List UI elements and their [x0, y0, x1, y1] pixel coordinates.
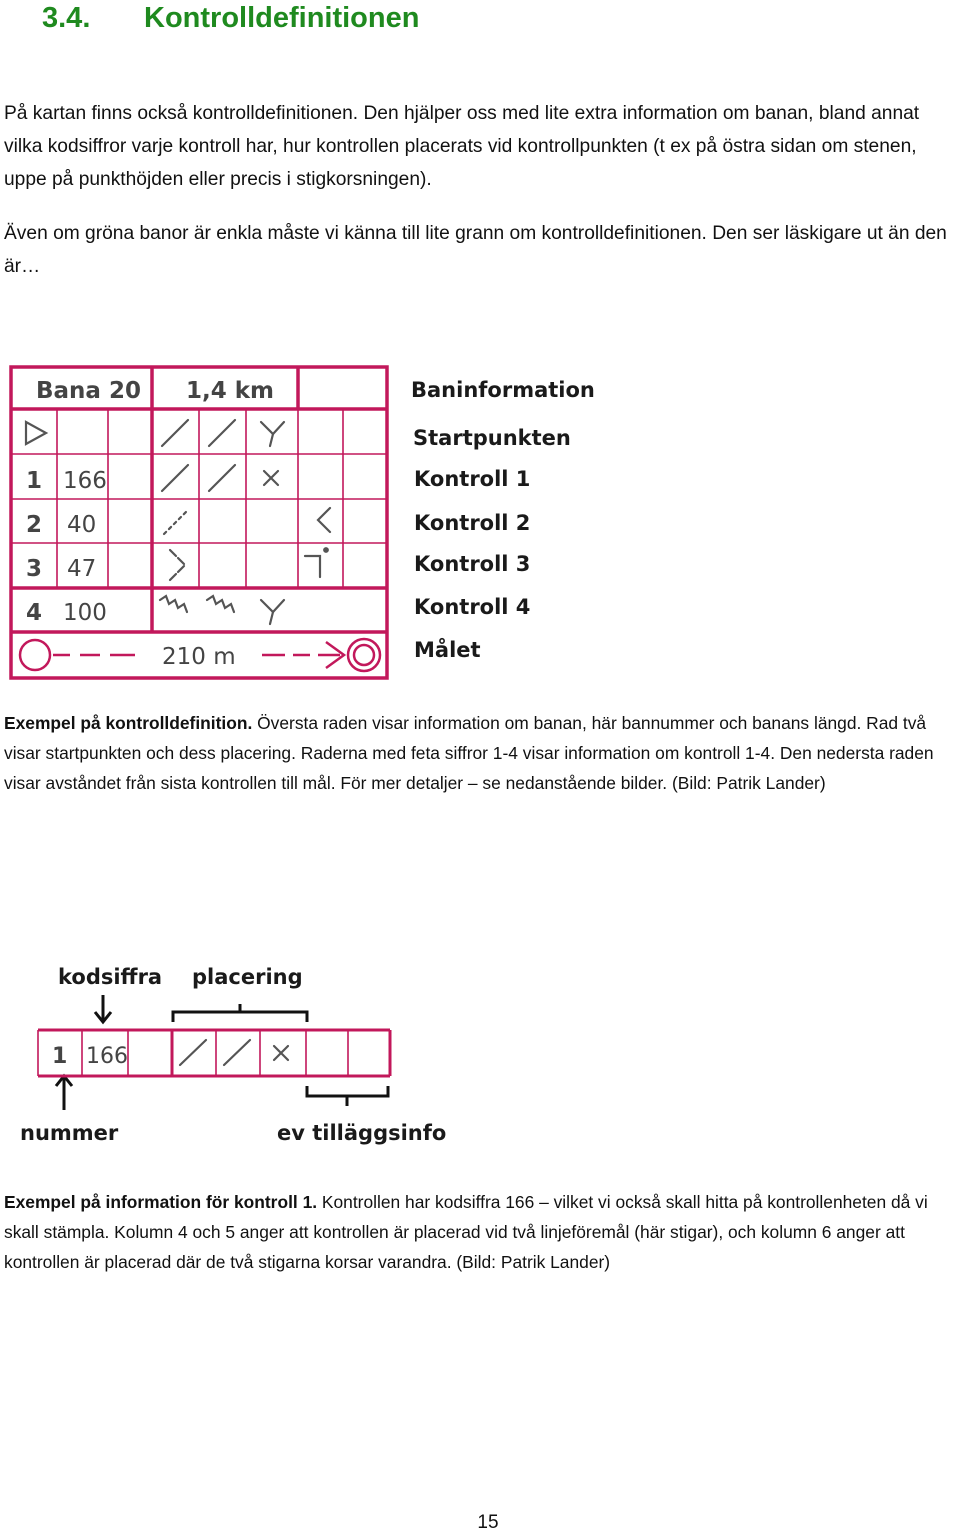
intro-paragraph-2: Även om gröna banor är enkla måste vi känna till lite grann om kontrolldefinitionen. Den ser läskigare ut än den är…	[4, 223, 947, 277]
control-code-1: 166	[63, 468, 107, 494]
finish-distance: 210 m	[162, 644, 236, 670]
control-number-1: 1	[26, 468, 43, 494]
figure2-caption-bold: Exempel på information för kontroll 1.	[4, 1192, 318, 1212]
label-code: kodsiffra	[58, 965, 163, 989]
control-number-3: 3	[26, 556, 43, 582]
control-code-3: 47	[67, 556, 97, 582]
label-start: Startpunkten	[413, 426, 571, 450]
label-placement: placering	[192, 965, 303, 989]
course-name: Bana 20	[36, 378, 141, 404]
control-number-2: 2	[26, 512, 43, 538]
figure1-caption-text: Översta raden visar information om banan, här bannummer och banans längd. Rad två visar startpunkten och dess placering. Raderna med feta siffror 1-4 visar information om kontroll 1-4. Den nedersta raden visar avståndet från sista kontrollen till mål. För mer detaljer – se nedanstående bilder. (Bild: Patrik Lander)	[4, 713, 934, 793]
label-control-1: Kontroll 1	[414, 467, 531, 491]
section-number: 3.4.	[42, 2, 91, 34]
row-number: 1	[52, 1044, 68, 1069]
intro-paragraph-1: På kartan finns också kontrolldefinitionen. Den hjälper oss med lite extra information om banan, bland annat vilka kodsiffror varje kontroll har, hur kontrollen placerats vid kontrollpunkten (t ex på östra sidan om stenen, uppe på punkthöjden eller precis i stigkorsningen).	[4, 103, 920, 190]
control-row-figure	[0, 950, 460, 1150]
figure2-caption	[4, 1187, 960, 1277]
label-control-3: Kontroll 3	[414, 552, 531, 576]
control-description-figure	[0, 362, 600, 684]
label-control-2: Kontroll 2	[414, 511, 531, 535]
page-number: 15	[477, 1512, 499, 1533]
label-finish: Målet	[414, 638, 481, 662]
label-control-4: Kontroll 4	[414, 595, 531, 619]
control-number-4: 4	[26, 600, 43, 626]
label-course-info: Baninformation	[411, 378, 595, 402]
section-heading	[42, 2, 419, 35]
control-code-4: 100	[63, 600, 107, 626]
control-code-2: 40	[67, 512, 97, 538]
label-extra-info: ev tilläggsinfo	[277, 1121, 447, 1145]
section-title: Kontrolldefinitionen	[144, 2, 420, 34]
figure2-caption-text: Kontrollen har kodsiffra 166 – vilket vi också skall hitta på kontrollenheten då vi skall stämpla. Kolumn 4 och 5 anger att kontrollen är placerad vid två linjeföremål (här stigar), och kolumn 6 anger att kontrollen är placerad där de två stigarna korsar varandra. (Bild: Patrik Lander)	[4, 1192, 928, 1272]
row-code: 166	[86, 1044, 128, 1069]
course-length: 1,4 km	[186, 378, 275, 404]
figure1-caption-bold: Exempel på kontrolldefinition.	[4, 713, 253, 733]
figure1-caption	[4, 708, 960, 798]
label-number: nummer	[20, 1121, 119, 1145]
